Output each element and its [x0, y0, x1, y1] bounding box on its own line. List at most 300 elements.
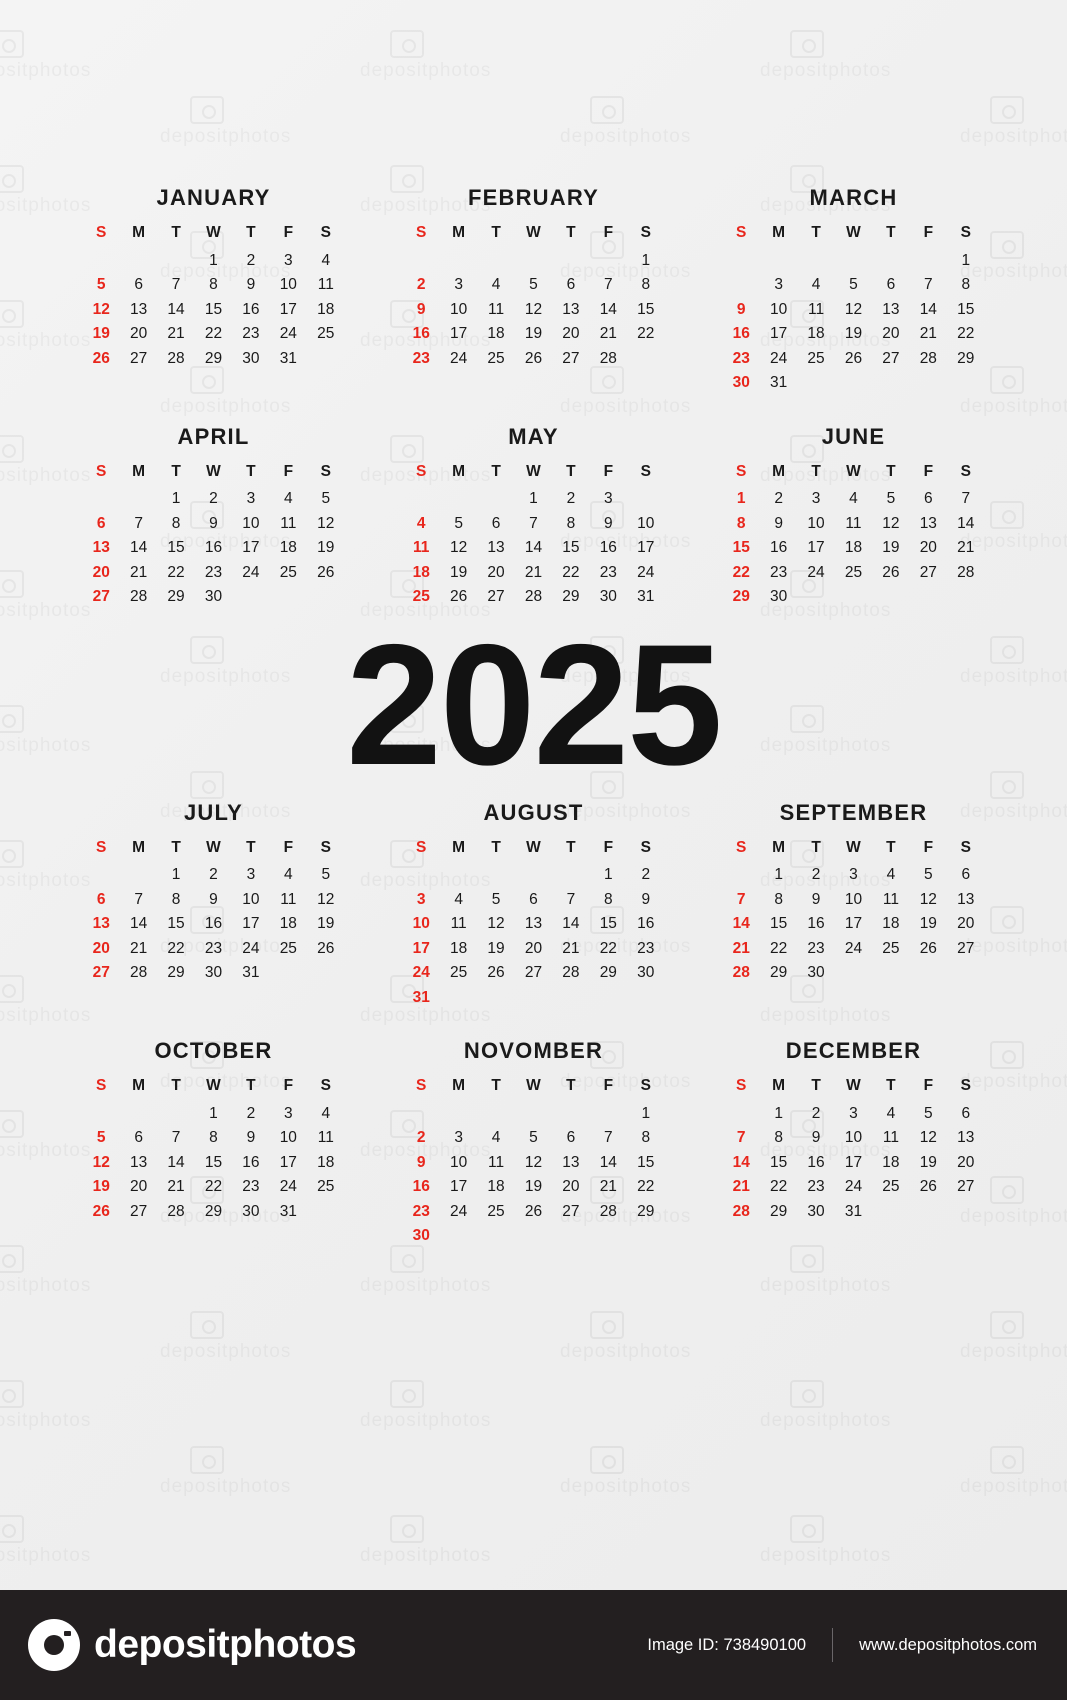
day-cell[interactable]: 27 [92, 588, 110, 606]
day-cell[interactable]: 22 [204, 1178, 223, 1196]
day-cell[interactable]: 26 [524, 1202, 543, 1220]
day-cell[interactable]: 23 [807, 939, 825, 957]
day-cell[interactable]: 16 [242, 1153, 260, 1171]
day-cell[interactable]: 25 [807, 349, 825, 367]
day-cell[interactable]: 30 [770, 588, 788, 606]
day-cell[interactable]: 13 [130, 1153, 148, 1171]
day-cell[interactable]: 4 [284, 866, 293, 884]
day-cell[interactable]: 10 [844, 890, 863, 908]
day-cell[interactable]: 21 [562, 939, 580, 957]
day-cell[interactable]: 6 [886, 276, 896, 294]
day-cell[interactable]: 7 [924, 276, 933, 294]
day-cell[interactable]: 28 [130, 964, 148, 982]
day-cell[interactable]: 26 [92, 1202, 110, 1220]
day-cell[interactable]: 16 [412, 1178, 430, 1196]
day-cell[interactable]: 29 [562, 588, 580, 606]
day-cell[interactable]: 27 [882, 349, 900, 367]
day-cell[interactable]: 4 [416, 514, 426, 532]
day-cell[interactable]: 26 [524, 349, 543, 367]
day-cell[interactable]: 13 [562, 300, 580, 318]
day-cell[interactable]: 12 [317, 514, 335, 532]
day-cell[interactable]: 24 [844, 1178, 863, 1196]
day-cell[interactable]: 21 [732, 1178, 750, 1196]
day-cell[interactable]: 15 [204, 1153, 223, 1171]
day-cell[interactable]: 3 [811, 490, 821, 508]
day-cell[interactable]: 17 [450, 325, 468, 343]
day-cell[interactable]: 27 [524, 964, 543, 982]
day-cell[interactable]: 8 [604, 890, 613, 908]
day-cell[interactable]: 19 [317, 539, 335, 557]
day-cell[interactable]: 25 [882, 939, 900, 957]
day-cell[interactable]: 30 [807, 964, 825, 982]
day-cell[interactable]: 8 [774, 1129, 783, 1147]
day-cell[interactable]: 5 [886, 490, 896, 508]
day-cell[interactable]: 5 [96, 1129, 106, 1147]
day-cell[interactable]: 14 [167, 300, 185, 318]
day-cell[interactable]: 19 [919, 915, 937, 933]
day-cell[interactable]: 23 [637, 939, 655, 957]
day-cell[interactable]: 7 [171, 276, 181, 294]
day-cell[interactable]: 16 [807, 1153, 825, 1171]
day-cell[interactable]: 15 [167, 915, 185, 933]
day-cell[interactable]: 25 [317, 325, 335, 343]
day-cell[interactable]: 2 [811, 1104, 821, 1122]
day-cell[interactable]: 23 [204, 939, 223, 957]
day-cell[interactable]: 15 [732, 539, 750, 557]
day-cell[interactable]: 1 [736, 490, 746, 508]
day-cell[interactable]: 1 [641, 251, 651, 269]
day-cell[interactable]: 10 [637, 514, 655, 532]
day-cell[interactable]: 23 [807, 1178, 825, 1196]
day-cell[interactable]: 5 [529, 276, 538, 294]
day-cell[interactable]: 23 [599, 563, 617, 581]
day-cell[interactable]: 5 [321, 490, 331, 508]
day-cell[interactable]: 3 [246, 866, 256, 884]
day-cell[interactable]: 3 [416, 890, 426, 908]
day-cell[interactable]: 7 [604, 1129, 613, 1147]
day-cell[interactable]: 8 [641, 276, 651, 294]
day-cell[interactable]: 27 [487, 588, 505, 606]
day-cell[interactable]: 24 [770, 349, 788, 367]
day-cell[interactable]: 20 [957, 1153, 975, 1171]
day-cell[interactable]: 28 [957, 563, 975, 581]
day-cell[interactable]: 6 [96, 514, 106, 532]
day-cell[interactable]: 16 [204, 915, 223, 933]
day-cell[interactable]: 12 [524, 300, 543, 318]
day-cell[interactable]: 19 [882, 539, 900, 557]
day-cell[interactable]: 16 [204, 539, 223, 557]
day-cell[interactable]: 21 [167, 325, 185, 343]
day-cell[interactable]: 20 [130, 1178, 148, 1196]
day-cell[interactable]: 11 [808, 300, 825, 318]
day-cell[interactable]: 19 [450, 563, 468, 581]
day-cell[interactable]: 16 [732, 325, 750, 343]
day-cell[interactable]: 31 [844, 1202, 863, 1220]
day-cell[interactable]: 4 [454, 890, 463, 908]
day-cell[interactable]: 29 [732, 588, 750, 606]
day-cell[interactable]: 12 [919, 1129, 937, 1147]
day-cell[interactable]: 6 [961, 1104, 971, 1122]
day-cell[interactable]: 20 [487, 563, 505, 581]
day-cell[interactable]: 7 [171, 1129, 181, 1147]
day-cell[interactable]: 8 [736, 514, 746, 532]
day-cell[interactable]: 25 [450, 964, 468, 982]
day-cell[interactable]: 6 [529, 890, 538, 908]
day-cell[interactable]: 23 [242, 325, 260, 343]
day-cell[interactable]: 19 [317, 915, 335, 933]
day-cell[interactable]: 5 [924, 1104, 933, 1122]
day-cell[interactable]: 7 [566, 890, 576, 908]
day-cell[interactable]: 5 [454, 514, 463, 532]
day-cell[interactable]: 6 [924, 490, 933, 508]
day-cell[interactable]: 22 [770, 1178, 788, 1196]
day-cell[interactable]: 10 [279, 276, 297, 294]
day-cell[interactable]: 14 [599, 1153, 617, 1171]
day-cell[interactable]: 17 [279, 300, 297, 318]
day-cell[interactable]: 14 [957, 514, 975, 532]
day-cell[interactable]: 30 [242, 349, 260, 367]
day-cell[interactable]: 1 [209, 1104, 218, 1122]
day-cell[interactable]: 1 [641, 1104, 651, 1122]
day-cell[interactable]: 12 [919, 890, 937, 908]
day-cell[interactable]: 20 [92, 939, 110, 957]
day-cell[interactable]: 14 [130, 539, 148, 557]
day-cell[interactable]: 31 [637, 588, 655, 606]
day-cell[interactable]: 11 [450, 915, 467, 933]
day-cell[interactable]: 12 [92, 1153, 110, 1171]
day-cell[interactable]: 29 [167, 588, 185, 606]
day-cell[interactable]: 11 [845, 514, 862, 532]
day-cell[interactable]: 22 [637, 1178, 655, 1196]
day-cell[interactable]: 2 [416, 276, 426, 294]
day-cell[interactable]: 22 [204, 325, 223, 343]
day-cell[interactable]: 1 [961, 251, 971, 269]
day-cell[interactable]: 21 [919, 325, 937, 343]
day-cell[interactable]: 18 [882, 1153, 900, 1171]
day-cell[interactable]: 20 [562, 1178, 580, 1196]
day-cell[interactable]: 17 [450, 1178, 468, 1196]
day-cell[interactable]: 25 [844, 563, 863, 581]
day-cell[interactable]: 5 [96, 276, 106, 294]
day-cell[interactable]: 11 [280, 514, 297, 532]
day-cell[interactable]: 21 [599, 1178, 617, 1196]
day-cell[interactable]: 15 [599, 915, 617, 933]
day-cell[interactable]: 18 [279, 915, 297, 933]
day-cell[interactable]: 22 [770, 939, 788, 957]
day-cell[interactable]: 8 [961, 276, 971, 294]
day-cell[interactable]: 20 [92, 563, 110, 581]
day-cell[interactable]: 10 [279, 1129, 297, 1147]
day-cell[interactable]: 25 [279, 939, 297, 957]
day-cell[interactable]: 16 [599, 539, 617, 557]
day-cell[interactable]: 11 [882, 1129, 899, 1147]
day-cell[interactable]: 15 [562, 539, 580, 557]
day-cell[interactable]: 25 [317, 1178, 335, 1196]
day-cell[interactable]: 27 [562, 349, 580, 367]
day-cell[interactable]: 29 [770, 964, 788, 982]
day-cell[interactable]: 1 [171, 490, 181, 508]
day-cell[interactable]: 2 [811, 866, 821, 884]
day-cell[interactable]: 20 [130, 325, 148, 343]
day-cell[interactable]: 17 [279, 1153, 297, 1171]
day-cell[interactable]: 22 [957, 325, 975, 343]
day-cell[interactable]: 28 [732, 1202, 750, 1220]
day-cell[interactable]: 5 [491, 890, 501, 908]
day-cell[interactable]: 9 [416, 300, 426, 318]
day-cell[interactable]: 12 [317, 890, 335, 908]
day-cell[interactable]: 15 [770, 1153, 788, 1171]
day-cell[interactable]: 6 [566, 1129, 576, 1147]
day-cell[interactable]: 14 [599, 300, 617, 318]
day-cell[interactable]: 10 [450, 300, 468, 318]
day-cell[interactable]: 29 [637, 1202, 655, 1220]
day-cell[interactable]: 4 [491, 276, 501, 294]
day-cell[interactable]: 18 [844, 539, 863, 557]
day-cell[interactable]: 13 [919, 514, 937, 532]
day-cell[interactable]: 20 [957, 915, 975, 933]
day-cell[interactable]: 5 [849, 276, 858, 294]
day-cell[interactable]: 29 [599, 964, 617, 982]
day-cell[interactable]: 4 [886, 866, 896, 884]
day-cell[interactable]: 5 [321, 866, 331, 884]
day-cell[interactable]: 1 [774, 866, 783, 884]
day-cell[interactable]: 30 [204, 588, 223, 606]
day-cell[interactable]: 13 [957, 1129, 975, 1147]
day-cell[interactable]: 17 [770, 325, 788, 343]
day-cell[interactable]: 17 [242, 915, 260, 933]
day-cell[interactable]: 3 [849, 866, 858, 884]
day-cell[interactable]: 15 [637, 300, 655, 318]
day-cell[interactable]: 2 [641, 866, 651, 884]
day-cell[interactable]: 15 [167, 539, 185, 557]
day-cell[interactable]: 25 [279, 563, 297, 581]
day-cell[interactable]: 9 [246, 1129, 256, 1147]
day-cell[interactable]: 21 [524, 563, 543, 581]
day-cell[interactable]: 23 [412, 349, 430, 367]
day-cell[interactable]: 19 [92, 325, 110, 343]
day-cell[interactable]: 31 [279, 1202, 297, 1220]
day-cell[interactable]: 31 [770, 374, 788, 392]
day-cell[interactable]: 10 [807, 514, 825, 532]
day-cell[interactable]: 13 [957, 890, 975, 908]
day-cell[interactable]: 7 [529, 514, 538, 532]
day-cell[interactable]: 6 [134, 1129, 143, 1147]
day-cell[interactable]: 14 [167, 1153, 185, 1171]
day-cell[interactable]: 16 [637, 915, 655, 933]
day-cell[interactable]: 5 [924, 866, 933, 884]
day-cell[interactable]: 16 [770, 539, 788, 557]
day-cell[interactable]: 24 [844, 939, 863, 957]
day-cell[interactable]: 22 [167, 939, 185, 957]
day-cell[interactable]: 28 [167, 1202, 185, 1220]
day-cell[interactable]: 17 [412, 939, 430, 957]
day-cell[interactable]: 24 [637, 563, 655, 581]
day-cell[interactable]: 7 [134, 514, 143, 532]
day-cell[interactable]: 31 [279, 349, 297, 367]
day-cell[interactable]: 15 [770, 915, 788, 933]
day-cell[interactable]: 30 [204, 964, 223, 982]
day-cell[interactable]: 20 [882, 325, 900, 343]
day-cell[interactable]: 13 [524, 915, 543, 933]
day-cell[interactable]: 6 [961, 866, 971, 884]
day-cell[interactable]: 2 [209, 490, 218, 508]
day-cell[interactable]: 18 [882, 915, 900, 933]
day-cell[interactable]: 31 [412, 988, 430, 1006]
day-cell[interactable]: 27 [130, 349, 148, 367]
day-cell[interactable]: 27 [92, 964, 110, 982]
day-cell[interactable]: 24 [242, 563, 260, 581]
day-cell[interactable]: 26 [92, 349, 110, 367]
day-cell[interactable]: 9 [604, 514, 613, 532]
day-cell[interactable]: 10 [242, 514, 260, 532]
day-cell[interactable]: 8 [171, 514, 181, 532]
day-cell[interactable]: 1 [209, 251, 218, 269]
day-cell[interactable]: 21 [167, 1178, 185, 1196]
day-cell[interactable]: 28 [167, 349, 185, 367]
day-cell[interactable]: 26 [882, 563, 900, 581]
day-cell[interactable]: 3 [774, 276, 783, 294]
day-cell[interactable]: 22 [562, 563, 580, 581]
day-cell[interactable]: 9 [736, 300, 746, 318]
day-cell[interactable]: 13 [92, 539, 110, 557]
day-cell[interactable]: 14 [732, 1153, 750, 1171]
day-cell[interactable]: 6 [96, 890, 106, 908]
day-cell[interactable]: 2 [246, 251, 256, 269]
day-cell[interactable]: 13 [130, 300, 148, 318]
day-cell[interactable]: 20 [524, 939, 543, 957]
day-cell[interactable]: 3 [454, 1129, 463, 1147]
day-cell[interactable]: 11 [317, 1129, 334, 1147]
day-cell[interactable]: 6 [491, 514, 501, 532]
day-cell[interactable]: 24 [412, 964, 430, 982]
day-cell[interactable]: 20 [919, 539, 937, 557]
day-cell[interactable]: 18 [807, 325, 825, 343]
day-cell[interactable]: 2 [209, 866, 218, 884]
day-cell[interactable]: 30 [732, 374, 750, 392]
day-cell[interactable]: 29 [204, 349, 223, 367]
day-cell[interactable]: 30 [412, 1227, 430, 1245]
day-cell[interactable]: 4 [284, 490, 293, 508]
day-cell[interactable]: 24 [279, 1178, 297, 1196]
day-cell[interactable]: 3 [849, 1104, 858, 1122]
day-cell[interactable]: 25 [487, 349, 505, 367]
day-cell[interactable]: 15 [957, 300, 975, 318]
day-cell[interactable]: 14 [919, 300, 937, 318]
day-cell[interactable]: 30 [807, 1202, 825, 1220]
day-cell[interactable]: 7 [736, 890, 746, 908]
day-cell[interactable]: 6 [566, 276, 576, 294]
day-cell[interactable]: 27 [562, 1202, 580, 1220]
day-cell[interactable]: 1 [774, 1104, 783, 1122]
day-cell[interactable]: 7 [736, 1129, 746, 1147]
day-cell[interactable]: 2 [774, 490, 783, 508]
day-cell[interactable]: 9 [416, 1153, 426, 1171]
day-cell[interactable]: 17 [844, 915, 863, 933]
day-cell[interactable]: 28 [562, 964, 580, 982]
day-cell[interactable]: 18 [317, 300, 335, 318]
day-cell[interactable]: 28 [599, 349, 617, 367]
day-cell[interactable]: 19 [919, 1153, 937, 1171]
day-cell[interactable]: 25 [412, 588, 430, 606]
day-cell[interactable]: 15 [204, 300, 223, 318]
day-cell[interactable]: 3 [284, 1104, 293, 1122]
day-cell[interactable]: 3 [604, 490, 613, 508]
day-cell[interactable]: 26 [919, 1178, 937, 1196]
day-cell[interactable]: 14 [524, 539, 543, 557]
day-cell[interactable]: 15 [637, 1153, 655, 1171]
day-cell[interactable]: 3 [246, 490, 256, 508]
day-cell[interactable]: 2 [566, 490, 576, 508]
day-cell[interactable]: 10 [844, 1129, 863, 1147]
day-cell[interactable]: 4 [321, 1104, 331, 1122]
day-cell[interactable]: 9 [774, 514, 783, 532]
day-cell[interactable]: 4 [849, 490, 858, 508]
day-cell[interactable]: 7 [604, 276, 613, 294]
day-cell[interactable]: 10 [242, 890, 260, 908]
day-cell[interactable]: 17 [807, 539, 825, 557]
day-cell[interactable]: 4 [886, 1104, 896, 1122]
day-cell[interactable]: 28 [732, 964, 750, 982]
day-cell[interactable]: 5 [529, 1129, 538, 1147]
day-cell[interactable]: 17 [844, 1153, 863, 1171]
day-cell[interactable]: 23 [412, 1202, 430, 1220]
day-cell[interactable]: 11 [488, 1153, 505, 1171]
day-cell[interactable]: 8 [566, 514, 576, 532]
day-cell[interactable]: 20 [562, 325, 580, 343]
day-cell[interactable]: 8 [171, 890, 181, 908]
day-cell[interactable]: 29 [167, 964, 185, 982]
day-cell[interactable]: 19 [92, 1178, 110, 1196]
day-cell[interactable]: 28 [130, 588, 148, 606]
day-cell[interactable]: 1 [604, 866, 613, 884]
day-cell[interactable]: 4 [491, 1129, 501, 1147]
day-cell[interactable]: 17 [242, 539, 260, 557]
day-cell[interactable]: 29 [770, 1202, 788, 1220]
day-cell[interactable]: 11 [882, 890, 899, 908]
day-cell[interactable]: 30 [637, 964, 655, 982]
day-cell[interactable]: 24 [450, 349, 468, 367]
day-cell[interactable]: 25 [882, 1178, 900, 1196]
day-cell[interactable]: 8 [641, 1129, 651, 1147]
day-cell[interactable]: 30 [599, 588, 617, 606]
day-cell[interactable]: 18 [412, 563, 430, 581]
day-cell[interactable]: 1 [529, 490, 538, 508]
day-cell[interactable]: 21 [130, 563, 148, 581]
day-cell[interactable]: 4 [811, 276, 821, 294]
day-cell[interactable]: 18 [450, 939, 468, 957]
day-cell[interactable]: 30 [242, 1202, 260, 1220]
day-cell[interactable]: 8 [774, 890, 783, 908]
day-cell[interactable]: 23 [204, 563, 223, 581]
day-cell[interactable]: 9 [811, 890, 821, 908]
day-cell[interactable]: 10 [412, 915, 430, 933]
day-cell[interactable]: 26 [919, 939, 937, 957]
day-cell[interactable]: 10 [770, 300, 788, 318]
day-cell[interactable]: 10 [450, 1153, 468, 1171]
day-cell[interactable]: 12 [882, 514, 900, 532]
day-cell[interactable]: 19 [524, 325, 543, 343]
day-cell[interactable]: 9 [811, 1129, 821, 1147]
day-cell[interactable]: 23 [732, 349, 750, 367]
day-cell[interactable]: 8 [209, 276, 218, 294]
day-cell[interactable]: 26 [487, 964, 505, 982]
day-cell[interactable]: 22 [637, 325, 655, 343]
day-cell[interactable]: 4 [321, 251, 331, 269]
day-cell[interactable]: 11 [488, 300, 505, 318]
day-cell[interactable]: 26 [317, 563, 335, 581]
day-cell[interactable]: 26 [450, 588, 468, 606]
day-cell[interactable]: 14 [130, 915, 148, 933]
